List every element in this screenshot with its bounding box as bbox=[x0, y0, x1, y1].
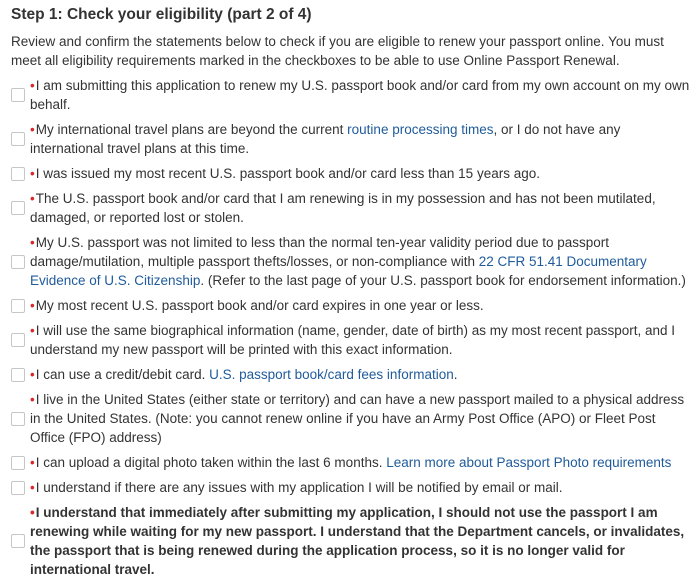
item-label: •I understand if there are any issues with my application I will be notified by email or mail. bbox=[30, 480, 563, 495]
eligibility-item-own-account bbox=[11, 76, 691, 114]
required-mark: • bbox=[30, 298, 35, 313]
item-label: •I understand that immediately after submitting my application, I should not use the passport I am renewing while waiting for my new passport. I understand that the Department cancels, or invalidates, the passport that is being renewed during the application process, so it is no longer valid for international travel. bbox=[30, 505, 685, 577]
passport-photo-requirements-link[interactable]: Learn more about Passport Photo requirements bbox=[386, 455, 672, 470]
checkbox-validity-period[interactable] bbox=[11, 255, 25, 269]
eligibility-item-biographical-info bbox=[11, 321, 691, 359]
checkbox-own-account[interactable] bbox=[11, 88, 25, 102]
required-mark: • bbox=[30, 480, 35, 495]
required-mark: • bbox=[30, 367, 35, 382]
item-label: •My U.S. passport was not limited to less than the normal ten-year validity period due to passport damage/mutilation, multiple passport thefts/losses, or non-compliance with 22 CFR 51.41 Documentary Evidence of U.S. Citizenship. (Refer to the last page of your U.S. passport book for endorsement information.) bbox=[30, 235, 686, 288]
eligibility-item-digital-photo bbox=[11, 453, 691, 472]
item-label: •My international travel plans are beyond the current routine processing times, or I do not have any international travel plans at this time. bbox=[30, 122, 621, 156]
item-label: •My most recent U.S. passport book and/or card expires in one year or less. bbox=[30, 298, 484, 313]
item-label: •I am submitting this application to renew my U.S. passport book and/or card from my own account on my own behalf. bbox=[30, 78, 690, 112]
item-label: •I can use a credit/debit card. U.S. passport book/card fees information. bbox=[30, 367, 458, 382]
item-label: •I can upload a digital photo taken within the last 6 months. Learn more about Passport Photo requirements bbox=[30, 455, 672, 470]
eligibility-item-issued-15-years bbox=[11, 164, 691, 183]
checkbox-issued-15-years[interactable] bbox=[11, 167, 25, 181]
checkbox-biographical-info[interactable] bbox=[11, 333, 25, 347]
required-mark: • bbox=[30, 122, 35, 137]
cfr-documentary-evidence-link[interactable]: 22 CFR 51.41 Documentary Evidence of U.S. Citizenship bbox=[30, 254, 647, 288]
eligibility-item-payment bbox=[11, 365, 691, 384]
intro-text: Review and confirm the statements below to check if you are eligible to renew your passport online. You must meet all eligibility requirements marked in the checkboxes to be able to use Online Passport Renewal. bbox=[11, 34, 664, 68]
item-label: •I will use the same biographical information (name, gender, date of birth) as my most recent passport, and I understand my new passport will be printed with this exact information. bbox=[30, 323, 676, 357]
eligibility-item-validity-period bbox=[11, 233, 691, 290]
required-mark: • bbox=[30, 392, 35, 407]
checkbox-possession[interactable] bbox=[11, 201, 25, 215]
required-mark: • bbox=[30, 78, 35, 93]
checkbox-digital-photo[interactable] bbox=[11, 456, 25, 470]
required-mark: • bbox=[30, 505, 35, 520]
item-label: •I was issued my most recent U.S. passport book and/or card less than 15 years ago. bbox=[30, 166, 540, 181]
eligibility-item-us-address bbox=[11, 390, 691, 447]
eligibility-item-possession bbox=[11, 189, 691, 227]
eligibility-item-notified bbox=[11, 478, 691, 497]
eligibility-item-expires bbox=[11, 296, 691, 315]
required-mark: • bbox=[30, 166, 35, 181]
checkbox-travel-plans[interactable] bbox=[11, 132, 25, 146]
checkbox-us-address[interactable] bbox=[11, 412, 25, 426]
required-mark: • bbox=[30, 191, 35, 206]
required-mark: • bbox=[30, 323, 35, 338]
item-label: •I live in the United States (either state or territory) and can have a new passport mailed to a physical address in the United States. (Note: you cannot renew online if you have an Army Post Office (APO) or Fleet Post Office (FPO) address) bbox=[30, 392, 685, 445]
checkbox-payment[interactable] bbox=[11, 368, 25, 382]
page-title: Step 1: Check your eligibility (part 2 of 4) bbox=[11, 6, 312, 23]
fees-information-link[interactable]: U.S. passport book/card fees information bbox=[209, 367, 454, 382]
eligibility-item-passport-cancelled bbox=[11, 503, 691, 579]
checkbox-passport-cancelled[interactable] bbox=[11, 534, 25, 548]
checkbox-expires[interactable] bbox=[11, 299, 25, 313]
checkbox-notified[interactable] bbox=[11, 481, 25, 495]
routine-processing-times-link[interactable]: routine processing times bbox=[347, 122, 494, 137]
eligibility-item-travel-plans bbox=[11, 120, 691, 158]
item-label: •The U.S. passport book and/or card that I am renewing is in my possession and has not been mutilated, damaged, or reported lost or stolen. bbox=[30, 191, 656, 225]
required-mark: • bbox=[30, 455, 35, 470]
required-mark: • bbox=[30, 235, 35, 250]
